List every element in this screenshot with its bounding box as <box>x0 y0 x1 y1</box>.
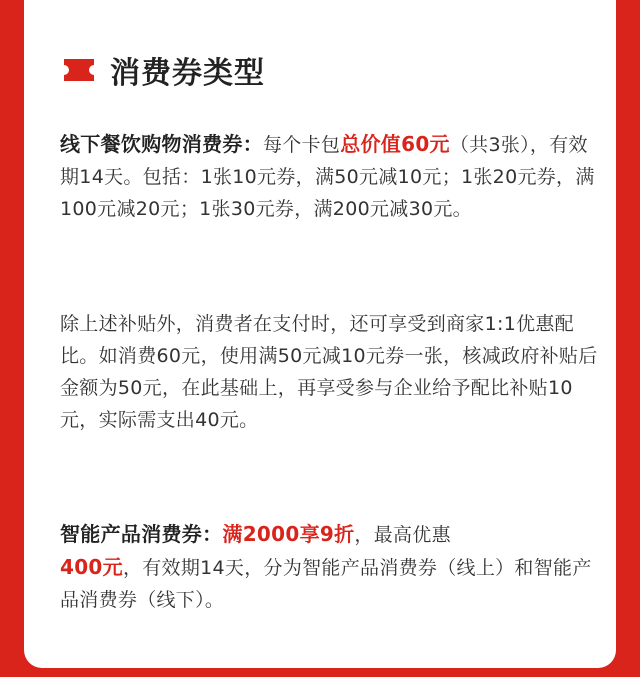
page-title: 消费券类型 <box>110 56 265 91</box>
smart-product-mid: ，最高优惠 <box>354 524 451 546</box>
content-card <box>24 0 616 668</box>
smart-product-max: 400元 <box>60 555 123 579</box>
smart-product-paragraph <box>60 518 600 616</box>
merchant-match-text: 除上述补贴外，消费者在支付时，还可享受到商家1:1优惠配比。如消费60元，使用满50元减10元券一张，核减政府补贴后金额为50元，在此基础上，再享受参与企业给予配比补贴10元，实际需支出40元。 <box>60 313 598 431</box>
offline-voucher-body: （共3张），有效期14天。包括：1张10元券，满50元减10元；1张20元券，满100元减20元；1张30元券，满200元减30元。 <box>60 134 595 220</box>
offline-voucher-label: 线下餐饮购物消费券： <box>60 132 263 156</box>
smart-product-label: 智能产品消费券： <box>60 522 223 546</box>
offline-voucher-total: 总价值60元 <box>340 132 450 156</box>
offline-voucher-paragraph <box>60 128 600 225</box>
offline-voucher-pre: 每个卡包 <box>263 134 341 156</box>
smart-product-discount: 满2000享9折 <box>222 522 355 546</box>
ticket-icon <box>62 57 96 83</box>
section-header <box>62 48 265 92</box>
smart-product-body: ，有效期14天，分为智能产品消费券（线上）和智能产品消费券（线下）。 <box>60 557 592 611</box>
merchant-match-paragraph <box>60 308 600 436</box>
